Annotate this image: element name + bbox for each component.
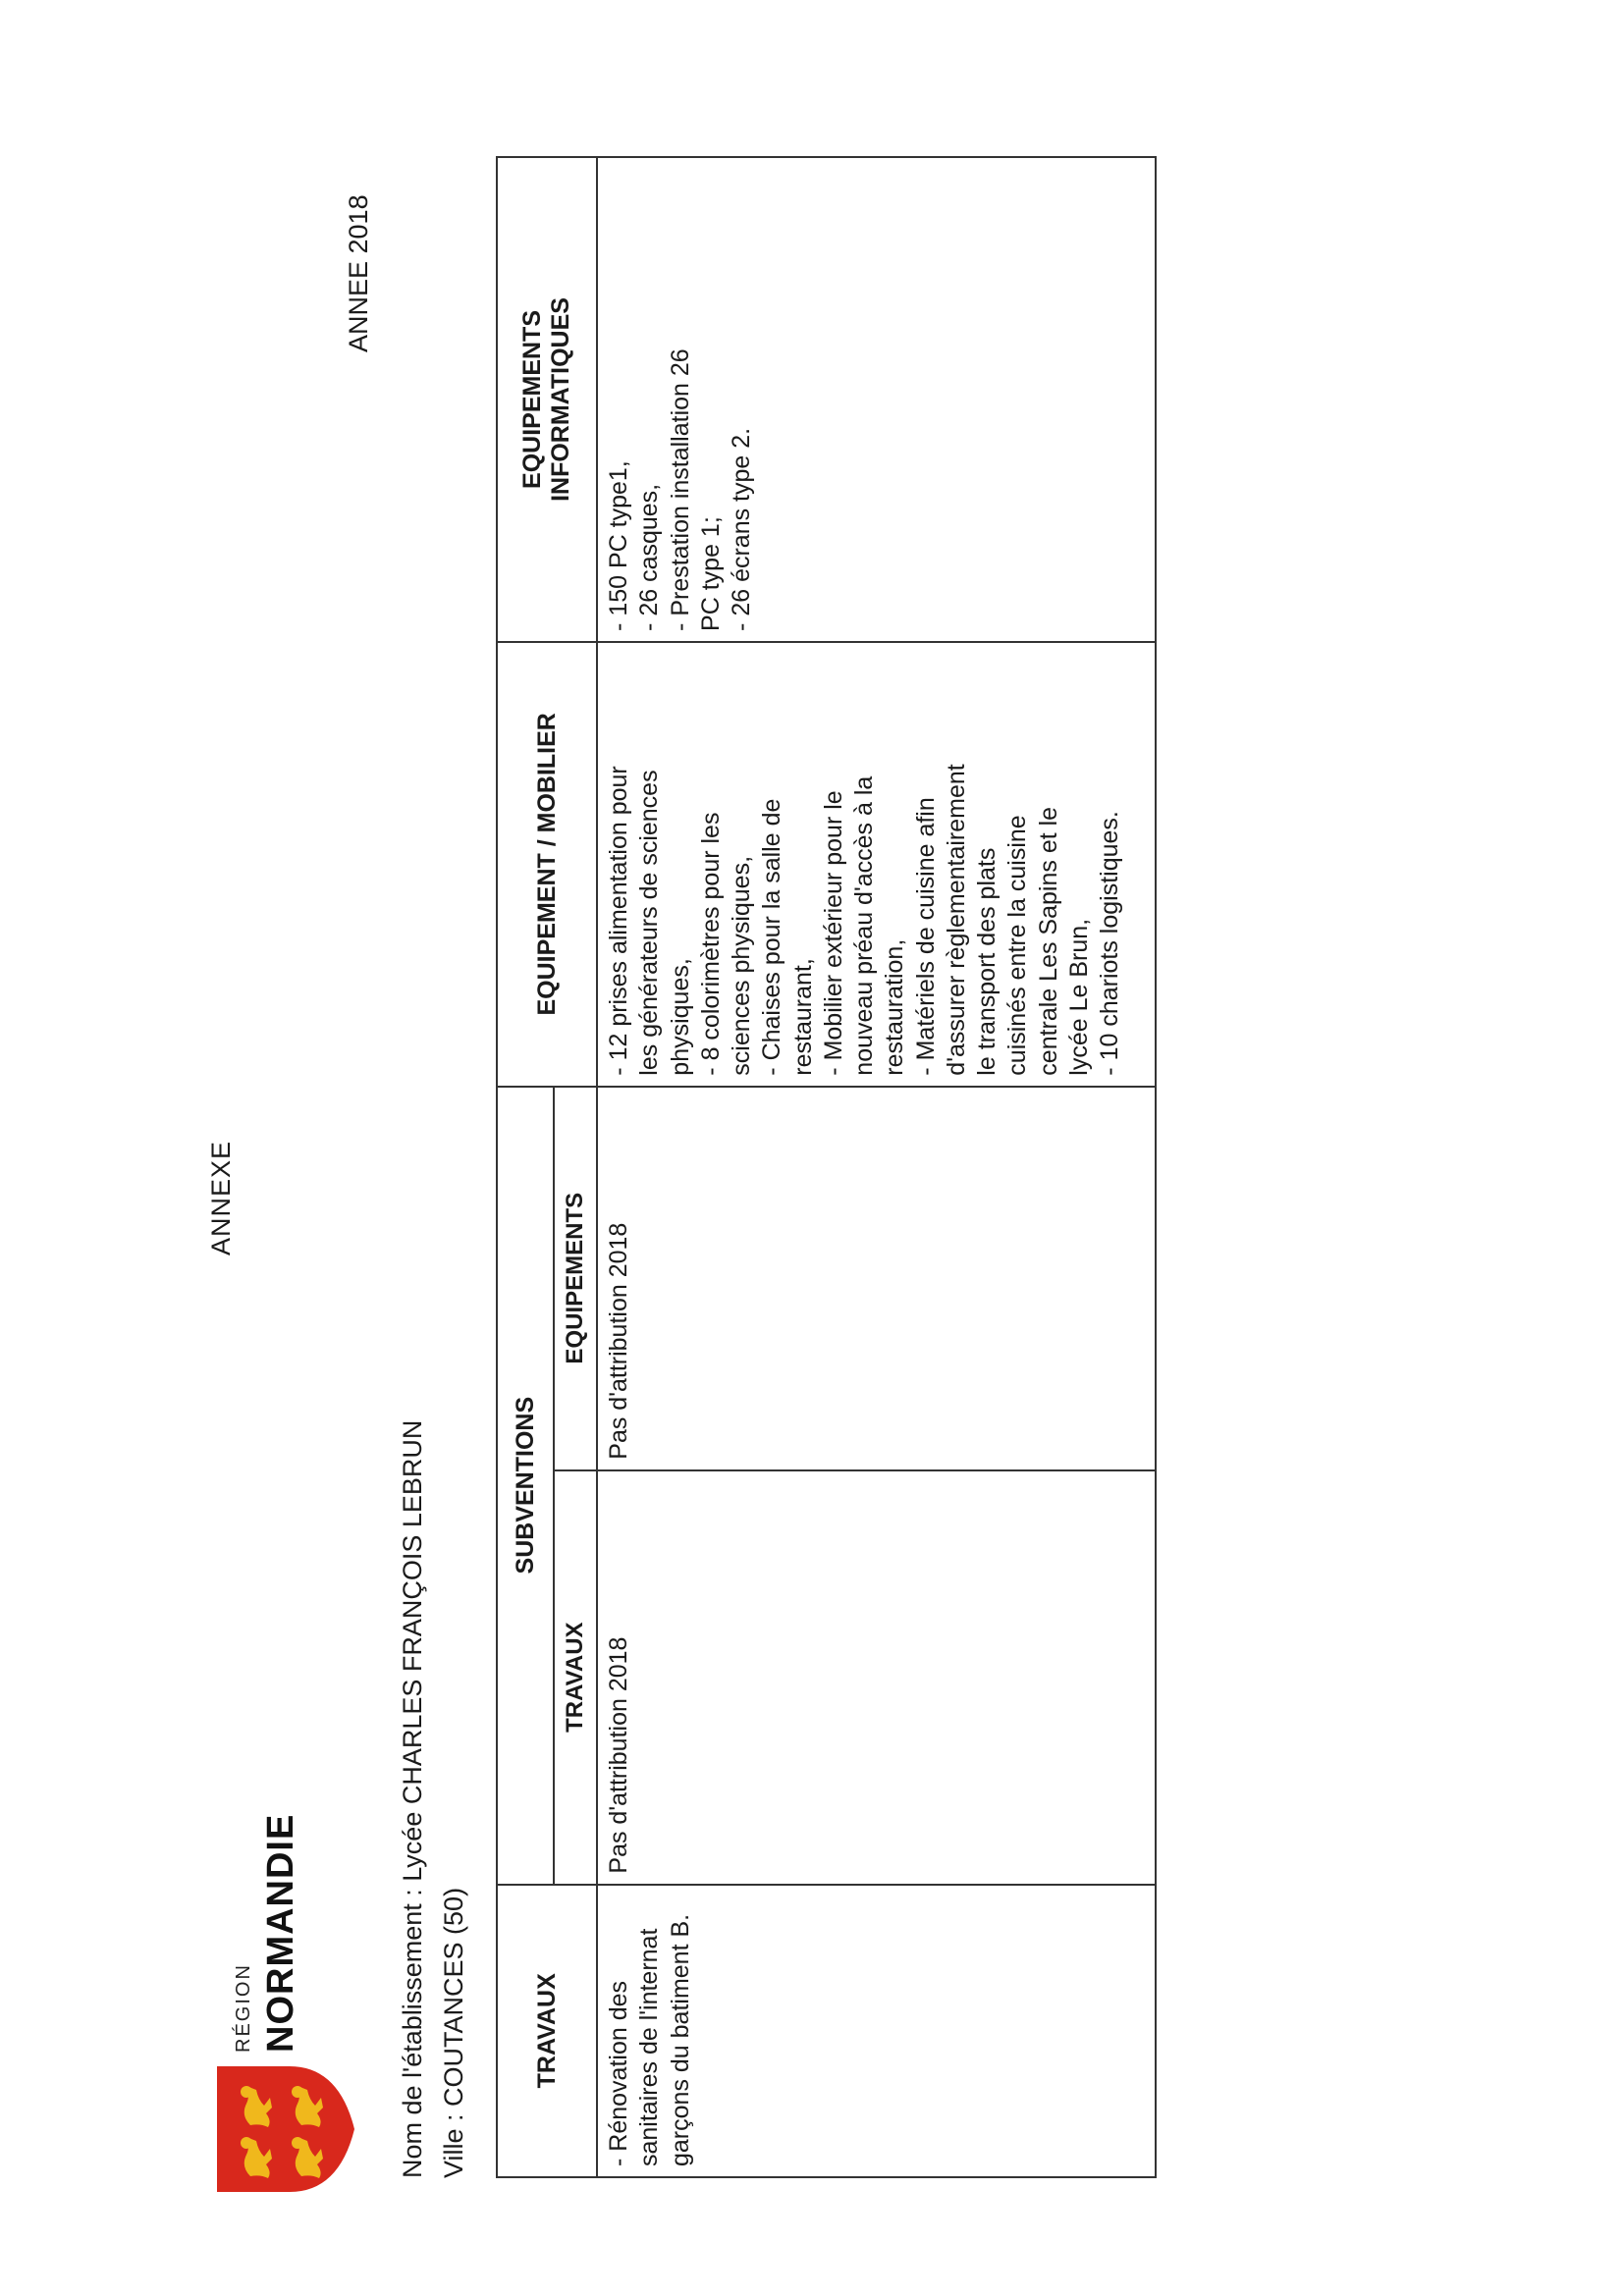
cell-travaux bbox=[597, 1885, 1156, 2177]
cell-subvention-equipements: Pas d'attribution 2018 bbox=[597, 1087, 1156, 1470]
mobilier-line: - 10 chariots logistiques. bbox=[1096, 811, 1123, 1076]
informatique-line: - Prestation installation 26 bbox=[666, 348, 694, 631]
mobilier-line: - Chaises pour la salle de bbox=[758, 798, 786, 1076]
establishment-name: Nom de l'établissement : Lycée CHARLES FRANÇOIS LEBRUN bbox=[398, 1419, 427, 2178]
subsidy-table bbox=[496, 156, 1157, 2178]
normandy-shield-icon bbox=[211, 2060, 358, 2198]
subheader-equipements: EQUIPEMENTS bbox=[554, 1087, 597, 1470]
mobilier-line: lycée Le Brun, bbox=[1064, 918, 1093, 1076]
city-name: Ville : COUTANCES (50) bbox=[439, 1887, 468, 2178]
mobilier-line: - 12 prises alimentation pour bbox=[605, 766, 632, 1076]
mobilier-line: - Matériels de cuisine afin bbox=[911, 797, 940, 1076]
mobilier-line: sciences physiques, bbox=[728, 855, 755, 1076]
table-header-row bbox=[497, 157, 554, 2177]
mobilier-line: le transport des plats bbox=[973, 847, 1001, 1076]
cell-subvention-travaux: Pas d'attribution 2018 bbox=[597, 1470, 1156, 1885]
mobilier-line: les générateurs de sciences bbox=[635, 770, 664, 1076]
mobilier-line: centrale Les Sapins et le bbox=[1034, 806, 1062, 1076]
header-equipement-mobilier: EQUIPEMENT / MOBILIER bbox=[497, 642, 597, 1087]
travaux-line: sanitaires de l'internat bbox=[635, 1928, 664, 2166]
mobilier-line: cuisinés entre la cuisine bbox=[1003, 815, 1032, 1076]
header-equipements-informatiques-line2: INFORMATIQUES bbox=[547, 297, 574, 502]
subheader-travaux: TRAVAUX bbox=[554, 1470, 597, 1885]
year-label: ANNEE 2018 bbox=[344, 194, 373, 352]
header-travaux: TRAVAUX bbox=[497, 1885, 597, 2177]
cell-equipements-informatiques bbox=[597, 157, 1156, 642]
mobilier-line: nouveau préau d'accès à la bbox=[850, 775, 878, 1076]
travaux-line: - Rénovation des bbox=[605, 1980, 632, 2166]
mobilier-line: restaurant, bbox=[788, 958, 817, 1076]
cell-equipement-mobilier bbox=[597, 642, 1156, 1087]
mobilier-line: - Mobilier extérieur pour le bbox=[819, 790, 847, 1076]
table-row bbox=[597, 157, 1156, 2177]
informatique-line: PC type 1; bbox=[696, 516, 725, 631]
mobilier-line: physiques, bbox=[666, 958, 694, 1076]
header-equipements-informatiques-line1: EQUIPEMENTS bbox=[518, 309, 546, 489]
mobilier-line: d'assurer règlementairement bbox=[942, 764, 970, 1076]
header-equipements-informatiques bbox=[497, 157, 597, 642]
informatique-line: - 26 écrans type 2. bbox=[728, 427, 755, 631]
header-subventions: SUBVENTIONS bbox=[497, 1087, 554, 1885]
travaux-line: garçons du batiment B. bbox=[666, 1913, 694, 2166]
mobilier-line: - 8 colorimètres pour les bbox=[696, 812, 725, 1076]
logo-normandie-label: NORMANDIE bbox=[260, 1813, 301, 2053]
informatique-line: - 150 PC type1, bbox=[605, 460, 632, 631]
logo-region-label: RÉGION bbox=[233, 1963, 254, 2053]
page-title: ANNEXE bbox=[206, 1140, 236, 1255]
informatique-line: - 26 casques, bbox=[635, 483, 664, 631]
region-logo bbox=[211, 1813, 358, 2198]
mobilier-line: restauration, bbox=[881, 938, 909, 1076]
